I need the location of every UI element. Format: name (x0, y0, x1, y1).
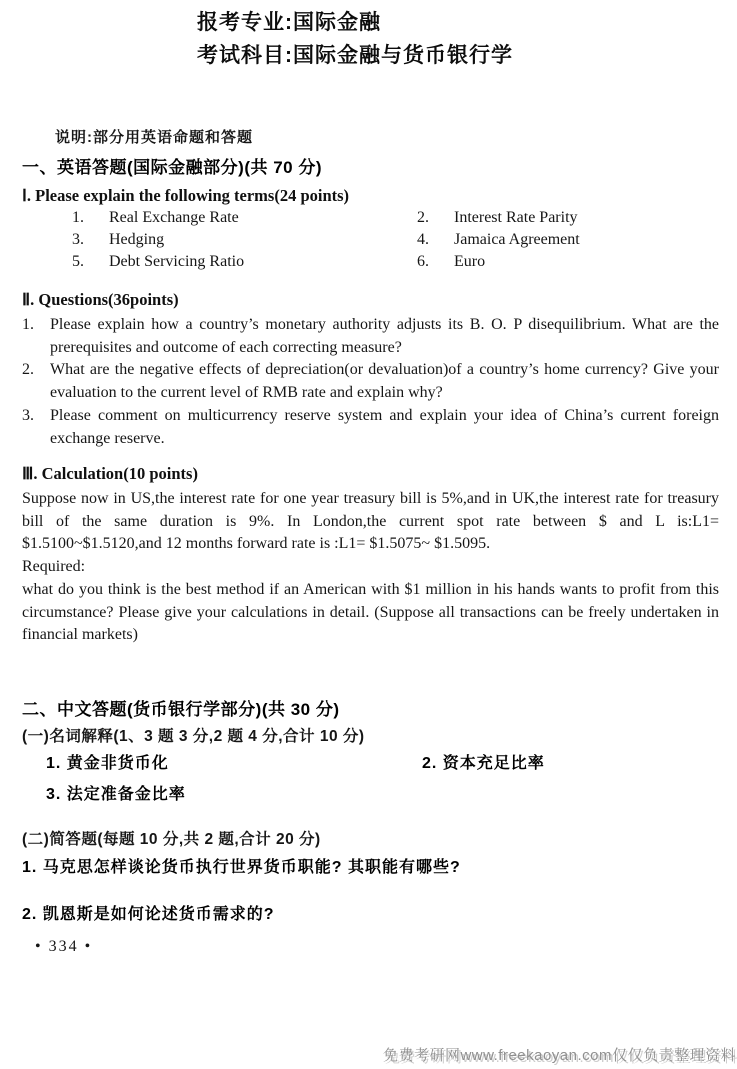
major-line: 报考专业:国际金融 (197, 11, 381, 34)
term-number: 6. (417, 253, 429, 271)
term-number: 2. (417, 209, 429, 226)
term-label: Euro (454, 253, 486, 271)
term-label: Debt Servicing Ratio (109, 253, 245, 271)
term-number: 2. (422, 755, 438, 772)
exam-header (197, 6, 513, 72)
question-text: What are the negative effects of depreciation(or devaluation)of a country’s home currency? Give your evaluation to the current level of RMB rate and explain why? (50, 361, 719, 402)
question-number: 1. (22, 859, 38, 876)
term-label: Interest Rate Parity (454, 209, 578, 226)
calculation-block (22, 488, 719, 647)
cn-question-item (22, 901, 275, 924)
calculation-required-text: what do you think is the best method if an American with $1 million in his hands wants to profit from this circumstance? Please give your calculations in detail. (Suppose all transactions can be freely undertaken in financial markets) (22, 580, 719, 644)
term-number: 3. (46, 786, 62, 803)
term-number: 1. (72, 209, 84, 226)
required-label: Required: (22, 558, 86, 576)
question-text: Please explain how a country’s monetary authority adjusts its B. O. P disequilibrium. What are the prerequisites and outcome of each correcting measure? (50, 316, 719, 356)
term-item (417, 229, 692, 251)
term-label: Real Exchange Rate (109, 209, 239, 226)
calculation-problem-text: Suppose now in US,the interest rate for one year treasury bill is 5%,and in UK,the interest rate for treasury bill of the same duration is 9%. In London,the current spot rate between $ and L is:L1= $1.5100~$1.5120,and 12 months forward rate is :L1= $1.5075~ $1.5095. (22, 490, 719, 553)
term-item (417, 207, 692, 229)
question-text: 马克思怎样谈论货币执行世界货币职能? 其职能有哪些? (42, 859, 461, 876)
cn-question-item (22, 854, 461, 877)
question-item (22, 405, 719, 450)
notice-line: 说明:部分用英语命题和答题 (55, 129, 253, 146)
section1-title: 一、英语答题(国际金融部分)(共 70 分) (22, 158, 322, 177)
page-number: • 334 • (35, 938, 93, 955)
question-text: 凯恩斯是如何论述货币需求的? (42, 906, 275, 923)
terms-list (72, 207, 692, 274)
term-item (72, 251, 417, 273)
term-label: Jamaica Agreement (454, 231, 580, 249)
term-number: 5. (72, 253, 84, 271)
section1-part1-heading: Ⅰ. Please explain the following terms(24 points) (22, 186, 350, 205)
term-label: 黄金非货币化 (66, 755, 169, 772)
term-number: 1. (46, 755, 62, 772)
term-item (72, 229, 417, 251)
question-number: 2. (22, 361, 34, 379)
term-label: 法定准备金比率 (66, 786, 186, 803)
section2-title: 二、中文答题(货币银行学部分)(共 30 分) (22, 700, 340, 719)
question-item (22, 314, 719, 359)
term-number: 3. (72, 231, 84, 249)
term-number: 4. (417, 231, 429, 249)
cn-term-item (422, 750, 545, 773)
question-number: 2. (22, 906, 38, 923)
section1-part3-heading: Ⅲ. Calculation(10 points) (22, 464, 198, 483)
cn-term-item (46, 750, 169, 773)
footer-watermark: 免费考研网www.freekaoyan.com仅仅负责整理资料 (382, 1047, 736, 1064)
section1-part2-heading: Ⅱ. Questions(36points) (22, 290, 179, 309)
term-item (72, 207, 417, 229)
term-item (417, 251, 692, 273)
question-number: 1. (22, 316, 34, 333)
term-label: Hedging (109, 231, 165, 249)
question-number: 3. (22, 406, 34, 424)
cn-term-item (46, 781, 186, 804)
question-text: Please comment on multicurrency reserve system and explain your idea of China’s current foreign exchange reserve. (50, 406, 719, 447)
term-label: 资本充足比率 (442, 755, 545, 772)
questions-list (22, 314, 719, 450)
subject-line: 考试科目:国际金融与货币银行学 (197, 44, 513, 67)
section2-part1-heading: (一)名词解释(1、3 题 3 分,2 题 4 分,合计 10 分) (22, 728, 365, 745)
section2-part2-heading: (二)简答题(每题 10 分,共 2 题,合计 20 分) (22, 831, 321, 848)
question-item (22, 359, 719, 404)
